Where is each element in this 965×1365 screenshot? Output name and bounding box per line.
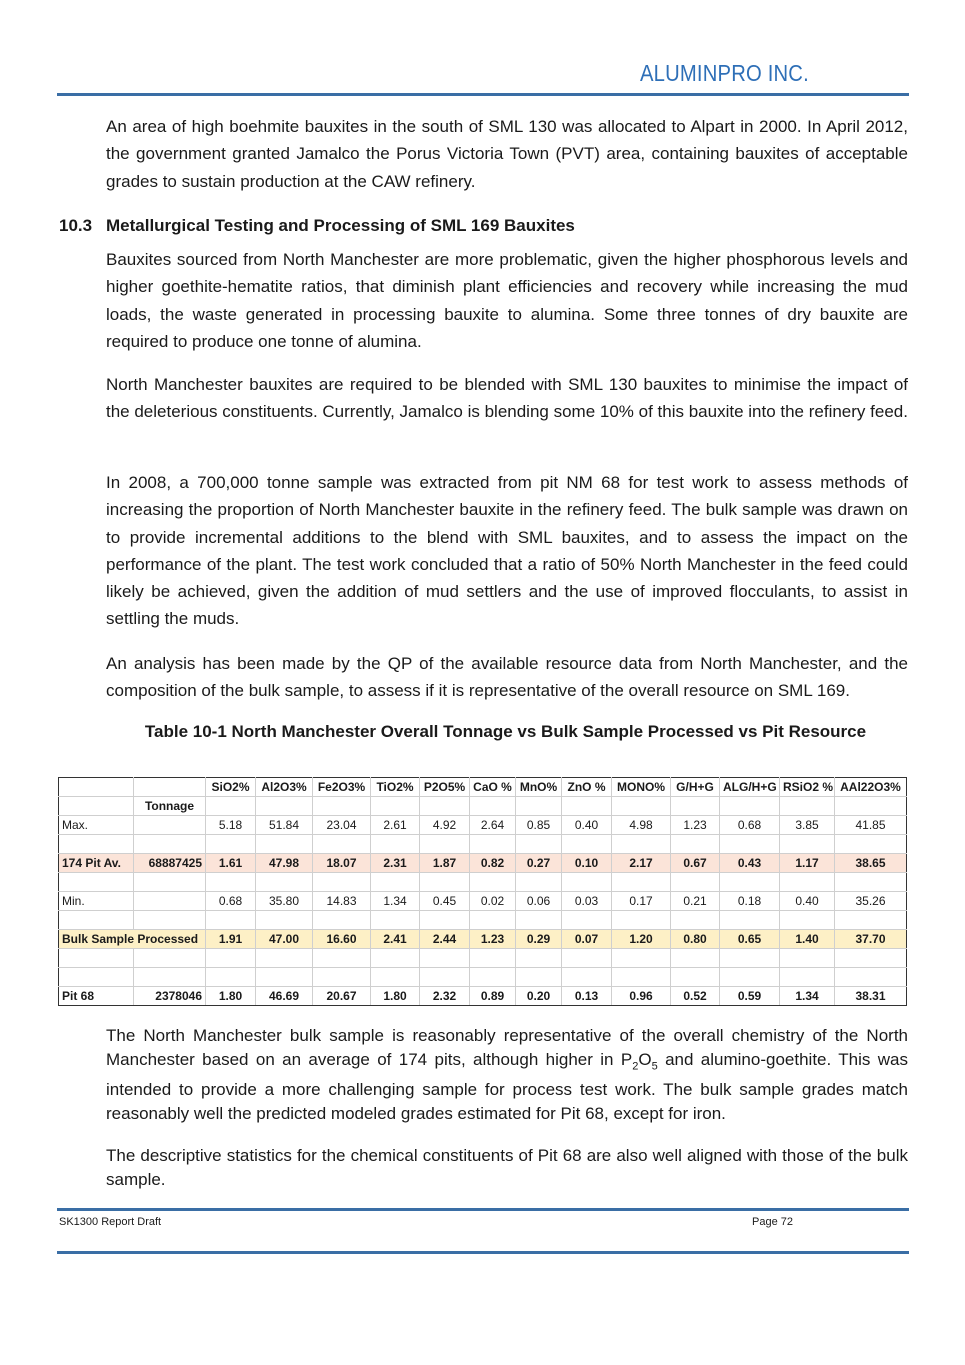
spacer-row	[59, 968, 907, 987]
cell: 47.00	[256, 930, 313, 949]
col-header: SiO2%	[206, 778, 256, 797]
intro-paragraph: An area of high boehmite bauxites in the south of SML 130 was allocated to Alpart in 2000. In April 2012, the government granted Jamalco the Porus Victoria Town (PVT) area, containing bauxites of acceptable grades to sustain production at the CAW refinery.	[106, 117, 908, 191]
cell: 0.29	[516, 930, 562, 949]
cell: 0.17	[612, 892, 671, 911]
col-header: Al2O3%	[256, 778, 313, 797]
cell: 2.64	[470, 816, 516, 835]
cell: 47.98	[256, 854, 313, 873]
row-tonnage: 2378046	[134, 987, 206, 1006]
resource-table	[58, 777, 907, 1006]
cell: 1.17	[780, 854, 835, 873]
col-header: G/H+G	[671, 778, 720, 797]
cell: 0.96	[612, 987, 671, 1006]
col-header: ZnO %	[562, 778, 612, 797]
footer-report-name: SK1300 Report Draft	[59, 1216, 162, 1228]
cell: 38.31	[835, 987, 907, 1006]
cell: 1.23	[470, 930, 516, 949]
cell: 0.67	[671, 854, 720, 873]
cell: 1.61	[206, 854, 256, 873]
cell: 1.91	[206, 930, 256, 949]
cell: 0.59	[720, 987, 780, 1006]
cell: 0.43	[720, 854, 780, 873]
paragraph-2: North Manchester bauxites are required to be blended with SML 130 bauxites to minimise the impact of the deleterious constituents. Currently, Jamalco is blending some 10% of this bauxite into the refinery feed.	[106, 375, 908, 422]
cell: 0.06	[516, 892, 562, 911]
cell: 20.67	[313, 987, 371, 1006]
cell: 3.85	[780, 816, 835, 835]
col-header: AAl22O3%	[835, 778, 907, 797]
col-header: P2O5%	[420, 778, 470, 797]
spacer-row	[59, 873, 907, 892]
footer-rule-top	[57, 1208, 909, 1211]
col-header: MnO%	[516, 778, 562, 797]
footer-page-number: Page 72	[752, 1216, 793, 1228]
cell: 5.18	[206, 816, 256, 835]
col-header: ALG/H+G	[720, 778, 780, 797]
subscript: 5	[651, 1060, 658, 1073]
cell: 0.80	[671, 930, 720, 949]
cell: 1.34	[780, 987, 835, 1006]
cell: 0.20	[516, 987, 562, 1006]
row-label: Max.	[59, 816, 134, 835]
col-header: MONO%	[612, 778, 671, 797]
paragraph-3: In 2008, a 700,000 tonne sample was extracted from pit NM 68 for test work to assess methods of increasing the proportion of North Manchester bauxite in the refinery feed. The bulk sample was drawn on to provide incremental additions to the blend with SML bauxites, and to assess the impact on the performance of the plant. The test work concluded that a ratio of 50% North Manchester in the feed could likely be achieved, given the addition of mud settlers and the use of improved flocculants, to assist in settling the muds.	[106, 473, 908, 629]
cell: 1.87	[420, 854, 470, 873]
cell: 1.40	[780, 930, 835, 949]
cell: 0.68	[720, 816, 780, 835]
row-label: Pit 68	[59, 987, 134, 1006]
cell: 2.31	[371, 854, 420, 873]
cell: 0.85	[516, 816, 562, 835]
cell: 2.61	[371, 816, 420, 835]
cell: 0.10	[562, 854, 612, 873]
row-label: Bulk Sample Processed	[59, 930, 206, 949]
paragraph-5	[106, 1024, 908, 1126]
subscript: 2	[632, 1060, 639, 1073]
spacer-row	[59, 949, 907, 968]
paragraph-4: An analysis has been made by the QP of the available resource data from North Manchester, and the composition of the bulk sample, to assess if it is representative of the overall resource on SML 169.	[106, 654, 908, 701]
row-label: Min.	[59, 892, 134, 911]
paragraph-5-text: O	[638, 1050, 652, 1069]
cell: 46.69	[256, 987, 313, 1006]
paragraph-1: Bauxites sourced from North Manchester are more problematic, given the higher phosphorous levels and higher goethite-hematite ratios, that diminish plant efficiencies and recovery while increasing the mud loads, the waste generated in processing bauxite to alumina. Some three tonnes of dry bauxite are required to produce one tonne of alumina.	[106, 250, 908, 351]
cell: 0.45	[420, 892, 470, 911]
cell: 1.80	[206, 987, 256, 1006]
cell: 16.60	[313, 930, 371, 949]
cell: 14.83	[313, 892, 371, 911]
cell: 0.18	[720, 892, 780, 911]
cell: 2.17	[612, 854, 671, 873]
section-title: Metallurgical Testing and Processing of SML 169 Bauxites	[106, 216, 575, 235]
col-header: RSiO2 %	[780, 778, 835, 797]
cell: 0.40	[562, 816, 612, 835]
row-tonnage	[134, 892, 206, 911]
cell: 0.82	[470, 854, 516, 873]
header-rule	[57, 93, 909, 96]
cell: 0.13	[562, 987, 612, 1006]
tonnage-header-row	[59, 797, 907, 816]
cell: 2.44	[420, 930, 470, 949]
cell: 41.85	[835, 816, 907, 835]
cell: 23.04	[313, 816, 371, 835]
row-tonnage: 68887425	[134, 854, 206, 873]
cell: 1.34	[371, 892, 420, 911]
table-caption: Table 10-1 North Manchester Overall Tonnage vs Bulk Sample Processed vs Pit Resource	[144, 722, 867, 741]
cell: 0.07	[562, 930, 612, 949]
table-header-row	[59, 778, 907, 797]
spacer-row	[59, 911, 907, 930]
cell: 4.98	[612, 816, 671, 835]
table-row-pit-68	[59, 987, 907, 1006]
tonnage-header: Tonnage	[134, 797, 206, 816]
row-label: 174 Pit Av.	[59, 854, 134, 873]
cell: 0.40	[780, 892, 835, 911]
cell: 0.21	[671, 892, 720, 911]
cell: 1.23	[671, 816, 720, 835]
paragraph-5-text: and alumino-goethite. This was intended to provide a more challenging sample for process test work. The bulk sample grades match reasonably well the predicted modeled grades estimated for Pit 68, except for iron.	[106, 1050, 908, 1124]
cell: 4.92	[420, 816, 470, 835]
col-header: TiO2%	[371, 778, 420, 797]
cell: 35.80	[256, 892, 313, 911]
cell: 1.20	[612, 930, 671, 949]
cell: 18.07	[313, 854, 371, 873]
table-row-pit-average	[59, 854, 907, 873]
cell: 38.65	[835, 854, 907, 873]
col-header: Fe2O3%	[313, 778, 371, 797]
cell: 0.02	[470, 892, 516, 911]
cell: 51.84	[256, 816, 313, 835]
cell: 37.70	[835, 930, 907, 949]
company-header: ALUMINPRO INC.	[640, 60, 809, 86]
cell: 35.26	[835, 892, 907, 911]
cell: 0.68	[206, 892, 256, 911]
col-header: CaO %	[470, 778, 516, 797]
cell: 2.32	[420, 987, 470, 1006]
section-heading	[59, 216, 575, 236]
table-row-bulk-sample	[59, 930, 907, 949]
spacer-row	[59, 835, 907, 854]
row-tonnage	[134, 816, 206, 835]
cell: 1.80	[371, 987, 420, 1006]
cell: 0.27	[516, 854, 562, 873]
cell: 0.52	[671, 987, 720, 1006]
footer-rule-bottom	[57, 1251, 909, 1254]
paragraph-5-text: The North Manchester bulk sample is reasonably representative of the overall chemistry of the North Manchester based on an average of 174 pits, although higher in P	[106, 1026, 908, 1069]
paragraph-6: The descriptive statistics for the chemical constituents of Pit 68 are also well aligned with those of the bulk sample.	[106, 1146, 908, 1189]
cell: 0.89	[470, 987, 516, 1006]
section-number: 10.3	[59, 216, 93, 235]
table-row-min	[59, 892, 907, 911]
cell: 2.41	[371, 930, 420, 949]
cell: 0.65	[720, 930, 780, 949]
cell: 0.03	[562, 892, 612, 911]
table-row-max	[59, 816, 907, 835]
